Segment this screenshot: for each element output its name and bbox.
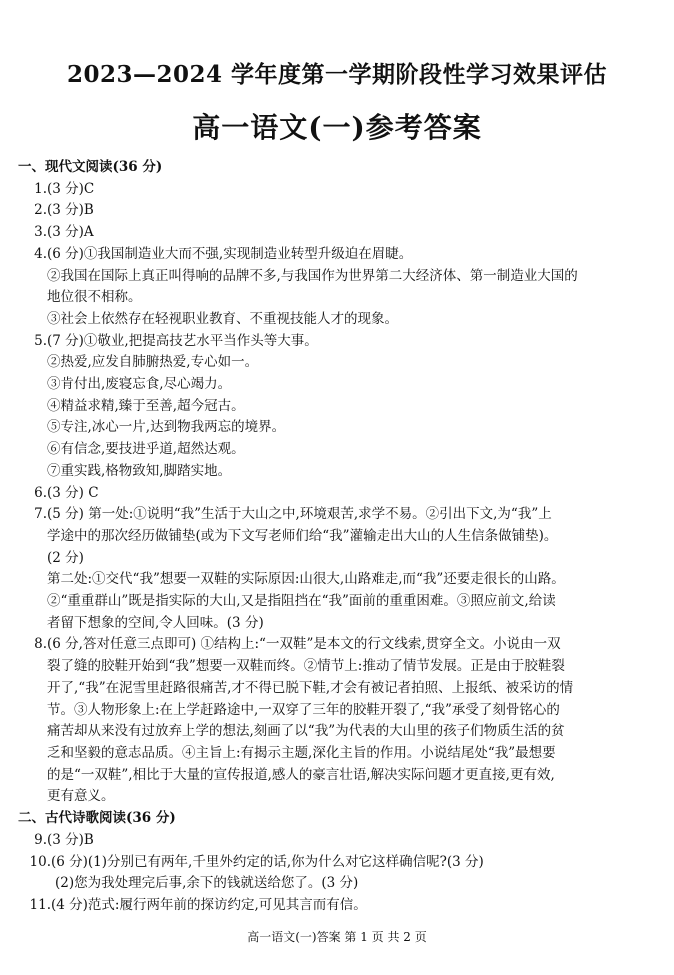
item-text: (5 分) 第一处:①说明“我”生活于大山之中,环境艰苦,求学不易。②引出下文,为“我”上 xyxy=(47,506,552,523)
item-line: 裂了缝的胶鞋开始到“我”想要一双鞋而终。②情节上:推动了情节发展。正是由于胶鞋裂 xyxy=(47,658,565,675)
item-line: 痛苦却从来没有过放弃上学的想法,刻画了以“我”为代表的大山里的孩子们物质生活的贫 xyxy=(47,723,565,740)
item-line: ③社会上依然存在轻视职业教育、不重视技能人才的现象。 xyxy=(47,310,398,327)
item-text: (6 分)①我国制造业大而不强,实现制造业转型升级迫在眉睫。 xyxy=(47,245,413,262)
item-text: (3 分)B xyxy=(47,831,94,848)
item-line: ⑦重实践,格物致知,脚踏实地。 xyxy=(47,462,232,479)
item-number: 2. xyxy=(34,202,47,219)
item-line: ②“重重群山”既是指实际的大山,又是指阻挡在“我”面前的重重困难。③照应前文,给读 xyxy=(47,593,556,610)
item-text: (7 分)①敬业,把提高技艺水平当作头等大事。 xyxy=(47,332,318,349)
item-line: ⑤专注,冰心一片,达到物我两忘的境界。 xyxy=(47,419,286,436)
item-number: 5. xyxy=(34,332,47,349)
answer-item-8 xyxy=(15,634,663,808)
item-text: (4 分)范式:履行两年前的探访约定,可见其言而有信。 xyxy=(51,896,367,913)
item-number: 11. xyxy=(29,896,51,913)
item-line: ②热爱,应发自肺腑热爱,专心如一。 xyxy=(47,354,259,371)
item-line: 的是“一双鞋”,相比于大量的宣传报道,感人的豪言壮语,解决实际问题才更直接,更有效, xyxy=(47,766,555,783)
answer-item-9 xyxy=(15,830,663,852)
item-number: 3. xyxy=(34,224,47,241)
item-number: 9. xyxy=(34,831,47,848)
answer-item-6 xyxy=(15,483,663,505)
item-number: 7. xyxy=(34,506,47,523)
item-line: 者留下想象的空间,令人回味。(3 分) xyxy=(47,614,264,631)
item-line: 节。③人物形象上:在上学赶路途中,一双穿了三年的胶鞋开裂了,“我”承受了刻骨铭心的 xyxy=(47,701,560,718)
item-line: 开了,“我”在泥雪里赶路很痛苦,才不得已脱下鞋,才会有被记者拍照、上报纸、被采访的情 xyxy=(47,679,574,696)
item-line: (2 分) xyxy=(47,549,84,566)
document-subtitle: 高一语文(一)参考答案 xyxy=(192,111,482,144)
item-number: 6. xyxy=(34,484,47,501)
item-line: 学途中的那次经历做铺垫(或为下文写老师们给“我”灌输走出大山的人生信条做铺垫)。 xyxy=(47,527,558,544)
item-number: 10. xyxy=(29,853,51,870)
answer-item-2 xyxy=(15,200,663,222)
answer-item-4 xyxy=(15,244,663,331)
item-line: ④精益求精,臻于至善,超今冠古。 xyxy=(47,397,245,414)
item-line: ②我国在国际上真正叫得响的品牌不多,与我国作为世界第二大经济体、第一制造业大国的 xyxy=(47,267,578,284)
item-line: ③肯付出,废寝忘食,尽心竭力。 xyxy=(47,376,232,393)
answer-item-1 xyxy=(15,179,663,201)
item-text: (3 分)C xyxy=(47,180,95,197)
answer-item-10 xyxy=(15,852,663,895)
item-text: (3 分)B xyxy=(47,202,94,219)
page-footer: 高一语文(一)答案 第 1 页 共 2 页 xyxy=(247,930,427,944)
answer-item-5 xyxy=(15,331,663,483)
section-heading-2: 二、古代诗歌阅读(36 分) xyxy=(18,810,176,827)
section-heading-1: 一、现代文阅读(36 分) xyxy=(18,159,163,175)
item-text: (3 分) C xyxy=(47,484,99,501)
item-line: 第二处:①交代“我”想要一双鞋的实际原因:山很大,山路难走,而“我”还要走很长的山路。 xyxy=(47,571,565,588)
item-number: 1. xyxy=(34,180,47,197)
item-line: 乏和坚毅的意志品质。④主旨上:有揭示主题,深化主旨的作用。小说结尾处“我”最想要 xyxy=(47,744,556,761)
item-text: (6 分)(1)分别已有两年,千里外约定的话,你为什么对它这样确信呢?(3 分) xyxy=(51,853,484,870)
answer-item-11 xyxy=(15,895,663,917)
item-line: 更有意义。 xyxy=(47,788,115,805)
item-text: (3 分)A xyxy=(47,224,94,241)
item-number: 8. xyxy=(34,636,47,653)
item-line: ⑥有信念,要技进乎道,超然达观。 xyxy=(47,441,245,458)
exam-title: 2023—2024 学年度第一学期阶段性学习效果评估 xyxy=(66,61,608,88)
item-line: (2)您为我处理完后事,余下的钱就送给您了。(3 分) xyxy=(55,875,359,892)
answer-item-7 xyxy=(15,504,663,634)
answer-body xyxy=(15,157,663,917)
item-number: 4. xyxy=(34,245,47,262)
answer-item-3 xyxy=(15,222,663,244)
item-line: 地位很不相称。 xyxy=(47,289,142,306)
item-text: (6 分,答对任意三点即可) ①结构上:“一双鞋”是本文的行文线索,贯穿全文。小说由一双 xyxy=(47,636,561,653)
